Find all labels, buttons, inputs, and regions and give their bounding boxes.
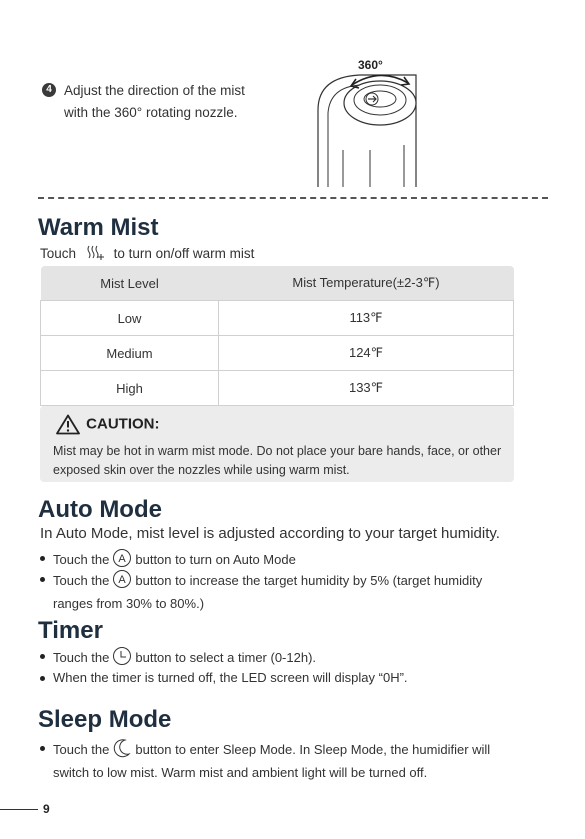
bullet-dot <box>40 556 45 561</box>
bullet-text: When the timer is turned off, the LED screen will display “0H”. <box>53 670 408 685</box>
caution-title <box>56 414 160 435</box>
warning-triangle-icon <box>56 415 86 432</box>
bullet-suffix: button to select a timer (0-12h). <box>135 649 317 665</box>
touch-suffix: to turn on/off warm mist <box>113 246 255 262</box>
warm-mist-icon <box>86 245 106 264</box>
page-number: 9 <box>43 802 50 816</box>
sleep-mode-heading: Sleep Mode <box>38 706 172 733</box>
step-4-instruction <box>46 80 261 124</box>
sleep-moon-icon <box>112 738 132 763</box>
bullet-dot <box>40 676 45 681</box>
table-cell-temperature: 133℉ <box>219 371 514 406</box>
bullet-dot <box>40 746 45 751</box>
auto-mode-intro: In Auto Mode, mist level is adjusted according to your target humidity. <box>40 525 500 542</box>
column-header-mist-temperature: Mist Temperature(±2-3℉) <box>219 266 514 301</box>
table-row <box>41 371 514 406</box>
touch-prefix: Touch <box>40 246 77 262</box>
table-row <box>41 301 514 336</box>
bullet-suffix: button to increase the target humidity by 5% (target humidity ranges from 30% to 80%.) <box>53 572 483 611</box>
table-cell-level: High <box>41 371 219 406</box>
bullet-prefix: Touch the <box>53 649 110 665</box>
caution-text: Mist may be hot in warm mist mode. Do not place your bare hands, face, or other exposed skin over the nozzles while using warm mist. <box>53 444 502 477</box>
auto-mode-heading: Auto Mode <box>38 496 162 523</box>
table-cell-temperature: 124℉ <box>219 336 514 371</box>
bullet-suffix: button to enter Sleep Mode. In Sleep Mode, the humidifier will switch to low mist. Warm mist and ambient light will be turned off. <box>53 741 491 780</box>
footer-rule <box>0 809 38 810</box>
rotation-label: 360° <box>358 58 383 72</box>
auto-icon-letter: A <box>118 574 127 586</box>
table-row <box>41 336 514 371</box>
column-header-mist-level: Mist Level <box>41 266 219 301</box>
list-item <box>53 668 523 687</box>
section-divider <box>38 197 548 199</box>
bullet-prefix: Touch the <box>53 741 110 757</box>
caution-box <box>40 406 514 482</box>
table-cell-level: Medium <box>41 336 219 371</box>
nozzle-illustration <box>300 55 440 196</box>
bullet-dot <box>40 577 45 582</box>
warm-mist-instruction <box>40 245 254 264</box>
bullet-prefix: Touch the <box>53 551 110 567</box>
warm-mist-heading: Warm Mist <box>38 214 159 241</box>
bullet-dot <box>40 654 45 659</box>
table-header-row <box>41 266 514 301</box>
timer-heading: Timer <box>38 617 103 644</box>
table-cell-temperature: 113℉ <box>219 301 514 336</box>
caution-title-text: CAUTION: <box>86 415 160 433</box>
step-number-badge: 4 <box>42 83 56 97</box>
step-4-text: Adjust the direction of the mist with the 360° rotating nozzle. <box>64 83 245 120</box>
list-item <box>53 738 523 782</box>
table-cell-level: Low <box>41 301 219 336</box>
auto-icon-letter: A <box>118 553 127 565</box>
bullet-suffix: button to turn on Auto Mode <box>135 551 296 567</box>
list-item <box>53 569 523 613</box>
mist-temperature-table <box>40 266 514 406</box>
auto-mode-icon <box>112 569 132 594</box>
bullet-prefix: Touch the <box>53 572 110 588</box>
